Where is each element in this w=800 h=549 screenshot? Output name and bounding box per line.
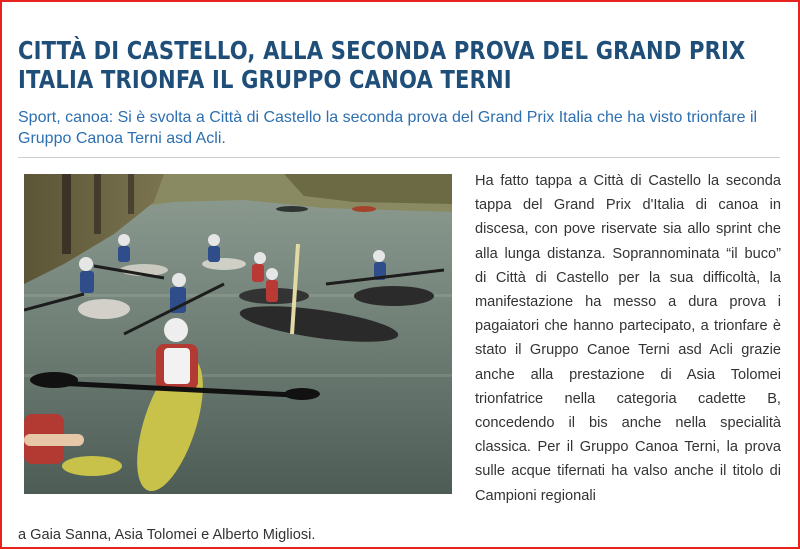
article-body-tail: a Gaia Sanna, Asia Tolomei e Alberto Migliosi.	[18, 527, 316, 543]
article-title: CITTÀ DI CASTELLO, ALLA SECONDA PROVA DEL GRAND PRIX ITALIA TRIONFA IL GRUPPO CANOA TERNI	[18, 36, 746, 94]
article-subtitle: Sport, canoa: Si è svolta a Città di Castello la seconda prova del Grand Prix Italia che ha visto trionfare il Gruppo Canoa Terni asd Acli.	[18, 109, 758, 147]
divider	[18, 157, 780, 158]
article-photo	[24, 174, 452, 494]
article-body: Ha fatto tappa a Città di Castello la seconda tappa del Grand Prix d'Italia di canoa in discesa, con pove riservate sia allo sprint che alla lunga distanza. Soprannominata “il buco” di Città di Castello per la sua difficoltà, la manifestazione ha messo a dura prova i pagaiatori che hanno partecipato, a trionfare è stato il Gruppo Canoe Terni asd Acli grazie anche alla prestazione di Asia Tolomei trionfatrice nella categoria cadette B, concedendo il bis anche nella specialità classica. Per il Gruppo Canoa Terni, la prova sulle acque tifernati ha valso anche il titolo di Campioni regionali	[475, 173, 781, 504]
